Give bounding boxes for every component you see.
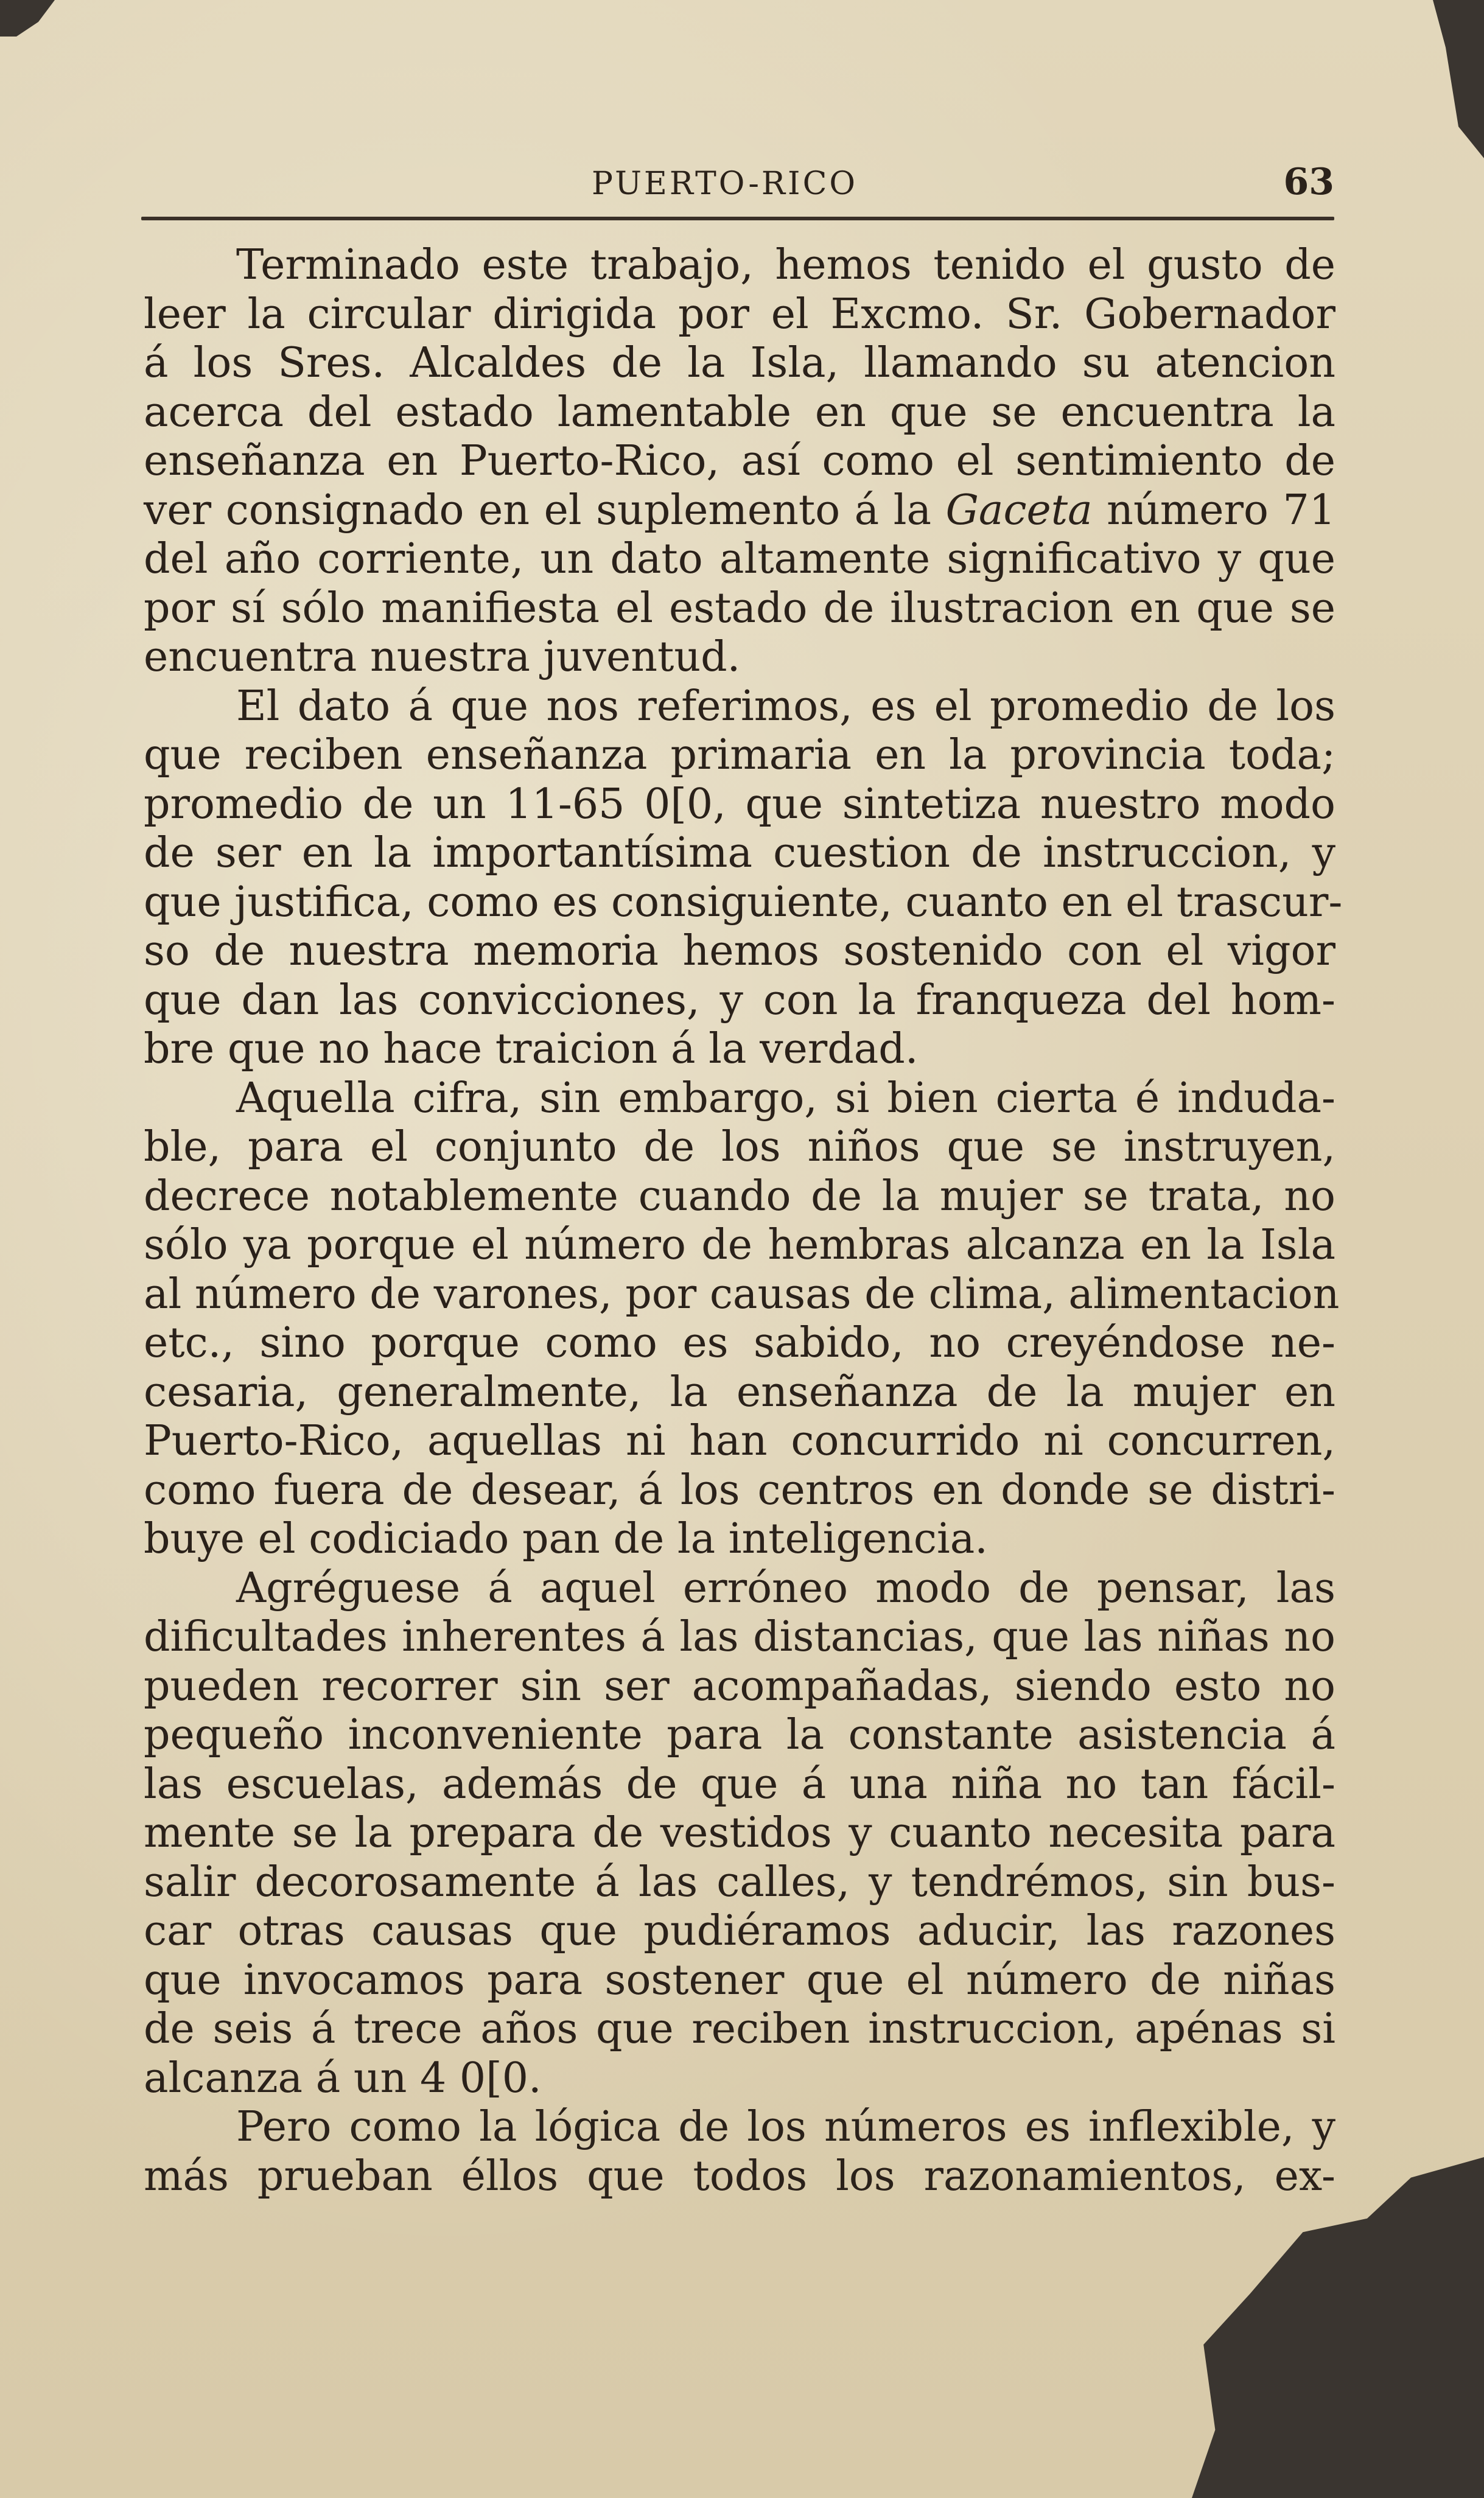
text-line: por sí sólo manifiesta el estado de ilustracion en que se <box>144 584 1335 632</box>
text-line: que reciben enseñanza primaria en la provincia toda; <box>144 731 1335 779</box>
text-line: Pero como la lógica de los números es inflexible, y <box>236 2103 1335 2151</box>
text-line: dificultades inherentes á las distancias, que las niñas no <box>144 1613 1335 1661</box>
text-line: Aquella cifra, sin embargo, si bien cierta é induda- <box>236 1074 1335 1122</box>
text-line: pueden recorrer sin ser acompañadas, siendo esto no <box>144 1662 1335 1710</box>
italic-title: Gaceta <box>945 486 1093 534</box>
text-line: enseñanza en Puerto-Rico, así como el sentimiento de <box>144 437 1335 485</box>
text-line: cesaria, generalmente, la enseñanza de la mujer en <box>144 1368 1335 1416</box>
page-damage-bottom-right <box>1192 2157 1484 2498</box>
text-line: sólo ya porque el número de hembras alcanza en la Isla <box>144 1221 1335 1269</box>
body-text <box>144 241 1343 2201</box>
text-line: alcanza á un 4 0[0. <box>144 2054 542 2102</box>
text-segment: ver consignado en el suplemento á la <box>144 486 946 534</box>
text-line: encuentra nuestra juventud. <box>144 633 741 681</box>
text-line: so de nuestra memoria hemos sostenido con el vigor <box>144 927 1335 975</box>
text-segment: número 71 <box>1092 486 1335 534</box>
text-line: las escuelas, además de que á una niña no tan fácil- <box>144 1760 1335 1808</box>
text-line: decrece notablemente cuando de la mujer se trata, no <box>144 1172 1335 1220</box>
text-line: ble, para el conjunto de los niños que se instruyen, <box>144 1123 1335 1171</box>
text-line: buye el codiciado pan de la inteligencia. <box>144 1515 988 1563</box>
text-line: mente se la prepara de vestidos y cuanto necesita para <box>144 1809 1335 1857</box>
text-line: salir decorosamente á las calles, y tendrémos, sin bus- <box>144 1858 1335 1906</box>
text-line: Agréguese á aquel erróneo modo de pensar, las <box>236 1564 1335 1612</box>
header-rule <box>141 217 1334 220</box>
page-damage-top-left <box>0 0 55 37</box>
text-line: pequeño inconveniente para la constante asistencia á <box>144 1711 1335 1759</box>
text-line: como fuera de desear, á los centros en donde se distri- <box>144 1466 1335 1514</box>
running-title: PUERTO-RICO <box>592 166 858 202</box>
text-line: de seis á trece años que reciben instruccion, apénas si <box>144 2005 1335 2053</box>
text-line: promedio de un 11-65 0[0, que sintetiza nuestro modo <box>144 780 1335 828</box>
text-line: leer la circular dirigida por el Excmo. Sr. Gobernador <box>144 290 1335 338</box>
text-line: que invocamos para sostener que el número de niñas <box>144 1956 1335 2004</box>
text-line: etc., sino porque como es sabido, no creyéndose ne- <box>144 1319 1335 1367</box>
page-number: 63 <box>1283 161 1334 203</box>
page-damage-top-right <box>1399 0 1484 158</box>
text-line: El dato á que nos referimos, es el promedio de los <box>236 682 1335 730</box>
text-line: bre que no hace traicion á la verdad. <box>144 1025 919 1073</box>
page-header <box>141 161 1334 214</box>
text-line: que justifica, como es consiguiente, cuanto en el trascur- <box>144 878 1343 926</box>
text-line: que dan las convicciones, y con la franqueza del hom- <box>144 976 1335 1024</box>
text-line: del año corriente, un dato altamente significativo y que <box>144 535 1335 583</box>
text-line: de ser en la importantísima cuestion de instruccion, y <box>144 829 1335 877</box>
text-line: car otras causas que pudiéramos aducir, las razones <box>144 1907 1335 1955</box>
text-line: más prueban éllos que todos los razonamientos, ex- <box>144 2152 1335 2200</box>
text-line: Terminado este trabajo, hemos tenido el gusto de <box>236 241 1335 289</box>
text-line: al número de varones, por causas de clima, alimentacion <box>144 1270 1340 1318</box>
text-line: Puerto-Rico, aquellas ni han concurrido ni concurren, <box>144 1417 1335 1465</box>
text-line: acerca del estado lamentable en que se encuentra la <box>144 388 1335 436</box>
text-line <box>144 486 1335 536</box>
text-line: á los Sres. Alcaldes de la Isla, llamando su atencion <box>144 339 1335 387</box>
